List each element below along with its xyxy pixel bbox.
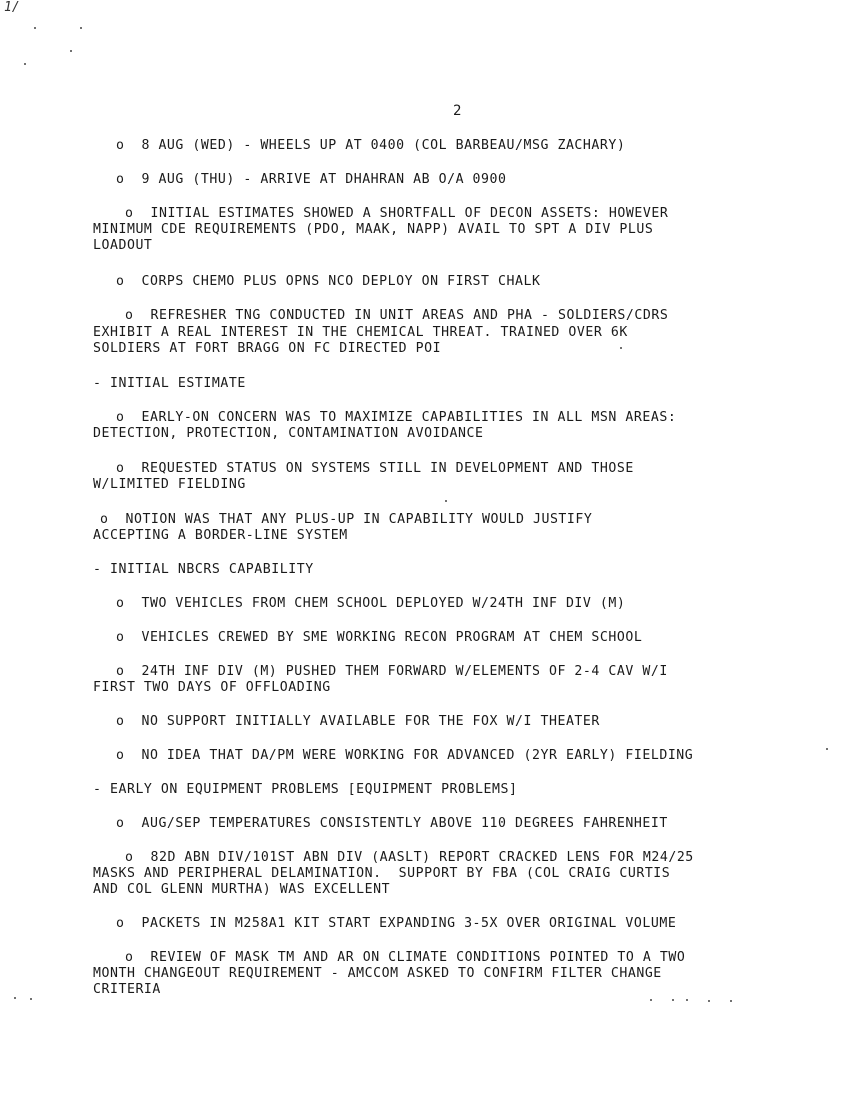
section-heading: - EARLY ON EQUIPMENT PROBLEMS [EQUIPMENT PROBLEMS] [93, 782, 518, 797]
continuation-line: DETECTION, PROTECTION, CONTAMINATION AVOIDANCE [93, 426, 484, 441]
continuation-line: MASKS AND PERIPHERAL DELAMINATION. SUPPORT BY FBA (COL CRAIG CURTIS [93, 866, 671, 881]
scan-speck [30, 998, 32, 1000]
bullet-line: o 24TH INF DIV (M) PUSHED THEM FORWARD W/ELEMENTS OF 2-4 CAV W/I [116, 664, 668, 679]
bullet-line: o INITIAL ESTIMATES SHOWED A SHORTFALL OF DECON ASSETS: HOWEVER [125, 206, 669, 221]
bullet-line: o NOTION WAS THAT ANY PLUS-UP IN CAPABILITY WOULD JUSTIFY [100, 512, 593, 527]
section-heading: - INITIAL ESTIMATE [93, 376, 246, 391]
section-heading: - INITIAL NBCRS CAPABILITY [93, 562, 314, 577]
bullet-line: o TWO VEHICLES FROM CHEM SCHOOL DEPLOYED W/24TH INF DIV (M) [116, 596, 626, 611]
continuation-line: SOLDIERS AT FORT BRAGG ON FC DIRECTED POI [93, 341, 442, 356]
continuation-line: W/LIMITED FIELDING [93, 477, 246, 492]
continuation-line: MONTH CHANGEOUT REQUIREMENT - AMCCOM ASKED TO CONFIRM FILTER CHANGE [93, 966, 662, 981]
scan-speck [80, 27, 82, 29]
scan-speck [730, 1000, 732, 1002]
bullet-line: o PACKETS IN M258A1 KIT START EXPANDING 3-5X OVER ORIGINAL VOLUME [116, 916, 677, 931]
continuation-line: EXHIBIT A REAL INTEREST IN THE CHEMICAL THREAT. TRAINED OVER 6K [93, 325, 628, 340]
continuation-line: LOADOUT [93, 238, 153, 253]
bullet-line: o REVIEW OF MASK TM AND AR ON CLIMATE CONDITIONS POINTED TO A TWO [125, 950, 686, 965]
bullet-line: o 9 AUG (THU) - ARRIVE AT DHAHRAN AB O/A 0900 [116, 172, 507, 187]
bullet-line: o 8 AUG (WED) - WHEELS UP AT 0400 (COL BARBEAU/MSG ZACHARY) [116, 138, 626, 153]
continuation-line: AND COL GLENN MURTHA) WAS EXCELLENT [93, 882, 391, 897]
scan-speck [24, 63, 26, 65]
scan-speck [672, 999, 674, 1001]
page-number: 2 [453, 103, 462, 119]
scan-speck [14, 997, 16, 999]
continuation-line: MINIMUM CDE REQUIREMENTS (PDO, MAAK, NAPP) AVAIL TO SPT A DIV PLUS [93, 222, 654, 237]
bullet-line: o NO IDEA THAT DA/PM WERE WORKING FOR ADVANCED (2YR EARLY) FIELDING [116, 748, 694, 763]
scan-speck [826, 748, 828, 750]
continuation-line: ACCEPTING A BORDER-LINE SYSTEM [93, 528, 348, 543]
bullet-line: o CORPS CHEMO PLUS OPNS NCO DEPLOY ON FIRST CHALK [116, 274, 541, 289]
continuation-line: FIRST TWO DAYS OF OFFLOADING [93, 680, 331, 695]
bullet-line: o 82D ABN DIV/101ST ABN DIV (AASLT) REPORT CRACKED LENS FOR M24/25 [125, 850, 694, 865]
bullet-line: o AUG/SEP TEMPERATURES CONSISTENTLY ABOVE 110 DEGREES FAHRENHEIT [116, 816, 668, 831]
scan-speck [70, 50, 72, 52]
bullet-line: o VEHICLES CREWED BY SME WORKING RECON PROGRAM AT CHEM SCHOOL [116, 630, 643, 645]
bullet-line: o REFRESHER TNG CONDUCTED IN UNIT AREAS AND PHA - SOLDIERS/CDRS [125, 308, 669, 323]
bullet-line: o REQUESTED STATUS ON SYSTEMS STILL IN DEVELOPMENT AND THOSE [116, 461, 634, 476]
scan-speck [650, 999, 652, 1001]
scan-speck [686, 999, 688, 1001]
continuation-line: CRITERIA [93, 982, 161, 997]
scan-speck [620, 347, 622, 349]
bullet-line: o EARLY-ON CONCERN WAS TO MAXIMIZE CAPABILITIES IN ALL MSN AREAS: [116, 410, 677, 425]
bullet-line: o NO SUPPORT INITIALLY AVAILABLE FOR THE FOX W/I THEATER [116, 714, 600, 729]
scan-speck [34, 27, 36, 29]
scan-speck [708, 1000, 710, 1002]
corner-mark: 1/ [4, 0, 20, 15]
scan-speck [445, 500, 447, 502]
